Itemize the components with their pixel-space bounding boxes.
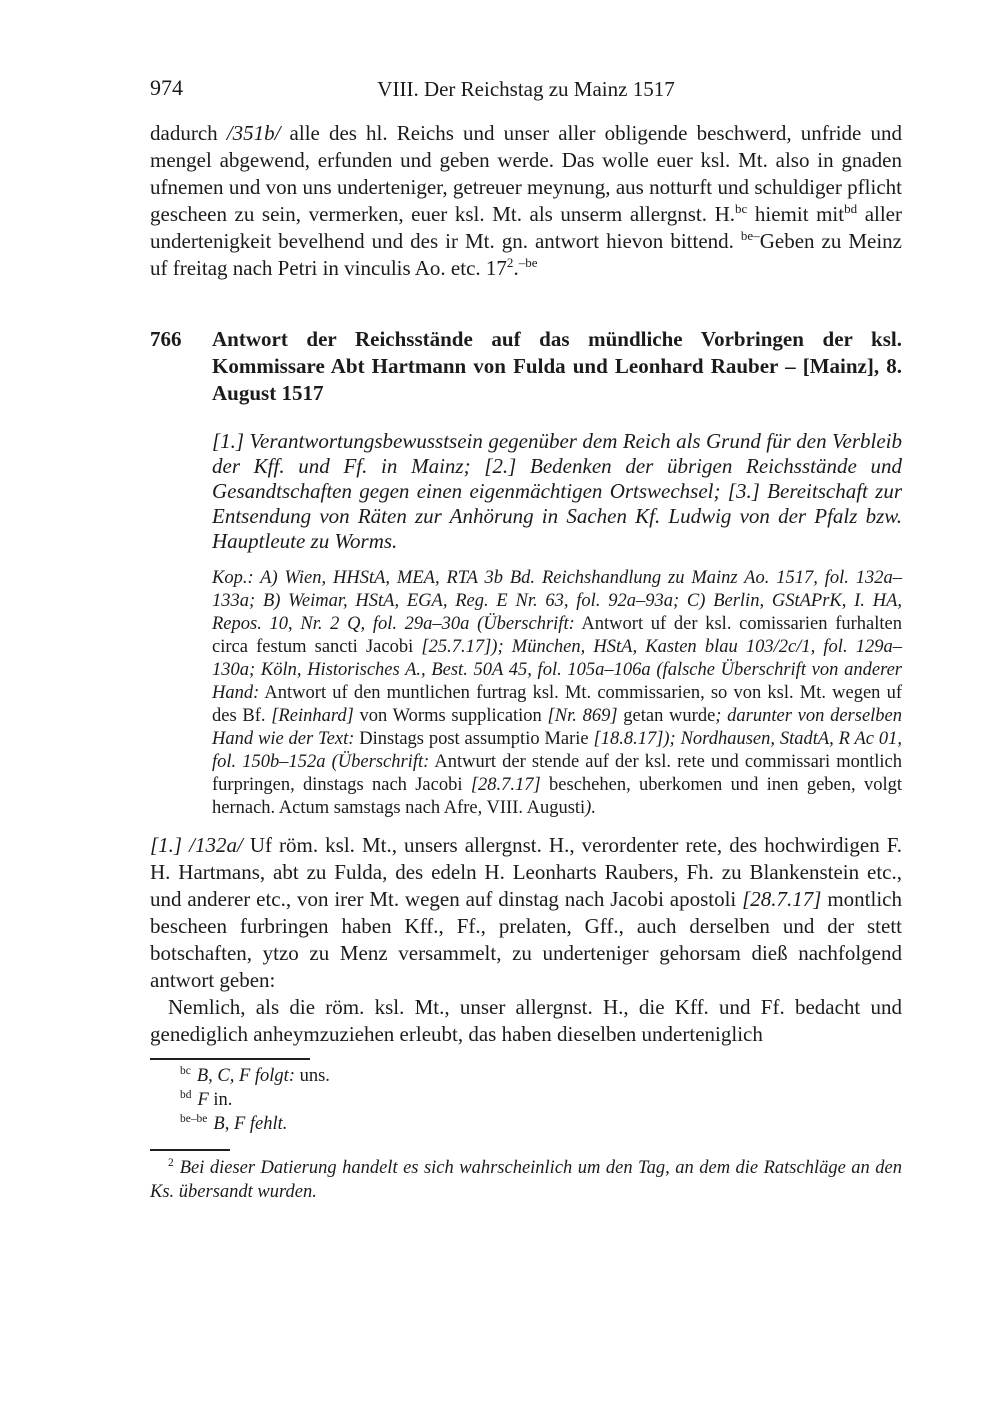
apparatus-footnotes xyxy=(150,1064,902,1136)
apparatus-entry-bd xyxy=(150,1088,902,1112)
body-paragraph-1: [1.] /132a/ Uf röm. ksl. Mt., unsers allergnst. H., verordenter rete, des hochwirdigen F. H. Hartmans, abt zu Fulda, des edeln H. Leonharts Raubers, Fh. zu Blankenstein etc., und anderer etc., von irer Mt. wegen auf dinstag nach Jacobi apostoli [28.7.17] montlich bescheen furbringen haben Kff., Ff., prelaten, Gff., auch derselben und der stett botschaften, ytzo zu Menz versammelt, zu underteniger gehorsam dieß nachfolgend antwort geben: xyxy=(150,833,902,992)
apparatus-divider xyxy=(150,1058,310,1060)
apparatus-label-bebe: be–be xyxy=(180,1112,208,1125)
body-paragraph-2: Nemlich, als die röm. ksl. Mt., unser allergnst. H., die Kff. und Ff. bedacht und genediglich anheymzuziehen erleubt, das haben dieselben underteniglich xyxy=(150,995,902,1046)
entry-heading xyxy=(150,326,902,407)
apparatus-text-bc: B, C, F folgt: uns. xyxy=(196,1066,330,1086)
apparatus-entry-bebe xyxy=(150,1112,902,1136)
footnote-text: Bei dieser Datierung handelt es sich wahrscheinlich um den Tag, an dem die Ratschläge an den Ks. übersandt wurden. xyxy=(150,1158,902,1202)
page-number: 974 xyxy=(150,75,183,100)
apparatus-label-bc: bc xyxy=(180,1064,191,1077)
source-note: Kop.: A) Wien, HHStA, MEA, RTA 3b Bd. Reichshandlung zu Mainz Ao. 1517, fol. 132a–133a; B) Weimar, HStA, EGA, Reg. E Nr. 63, fol. 92a–93a; C) Berlin, GStAPrK, I. HA, Repos. 10, Nr. 2 Q, fol. 29a–30a (Überschrift: Antwort uf der ksl. comissarien furhalten circa festum sancti Jacobi [25.7.17]); München, HStA, Kasten blau 103/2c/1, fol. 129a–130a; Köln, Historisches A., Best. 50A 45, fol. 105a–106a (falsche Überschrift von anderer Hand: Antwort uf den muntlichen furtrag ksl. Mt. commissarien, so von ksl. Mt. wegen uf des Bf. [Reinhard] von Worms supplication [Nr. 869] getan wurde; darunter von derselben Hand wie der Text: Dinstags post assumptio Marie [18.8.17]); Nordhausen, StadtA, R Ac 01, fol. 150b–152a (Überschrift: Antwurt der stende auf der ksl. rete und commissari montlich furpringen, dinstags nach Jacobi [28.7.17] beschehen, uberkomen und inen geben, volgt hernach. Actum samstags nach Afre, VIII. Augusti). xyxy=(212,568,903,818)
footnote-divider xyxy=(150,1149,230,1151)
apparatus-label-bd: bd xyxy=(180,1088,192,1101)
continuation-paragraph: dadurch /351b/ alle des hl. Reichs und unser aller obligende beschwerd, unfride und mengel abgewend, erfunden und geben werde. Das wolle euer ksl. Mt. also in gnaden ufnemen und von uns underteniger, getreuer meynung, aus notturft und schuldiger pflicht gescheen zu sein, vermerken, euer ksl. Mt. als unserm allergnst. H.$^{bc}$ hiemit mit$^{bd}$ aller undertenigkeit bevelhend und des ir Mt. gn. antwort hievon bittend. $^{be-}$Geben zu Meinz uf freitag nach Petri in vinculis Ao. etc. $17^2.^{-be}$ xyxy=(150,121,903,280)
running-title: VIII. Der Reichstag zu Mainz 1517 xyxy=(377,77,675,101)
footnote-number: 2 xyxy=(168,1156,174,1169)
apparatus-text-bd: F in. xyxy=(197,1090,233,1110)
entry-title: Antwort der Reichsstände auf das mündliche Vorbringen der ksl. Kommissare Abt Hartmann von Fulda und Leonhard Rauber – [Mainz], 8. August 1517 xyxy=(212,327,902,405)
entry-summary: [1.] Verantwortungsbewusstsein gegenüber dem Reich als Grund für den Verbleib der Kff. und Ff. in Mainz; [2.] Bedenken der übrigen Reichsstände und Gesandtschaften gegen einen eigenmächtigen Ortswechsel; [3.] Bereitschaft zur Entsendung von Räten zur Anhörung in Sachen Kf. Ludwig von der Pfalz bzw. Hauptleute zu Worms. xyxy=(212,429,902,553)
entry-number: 766 xyxy=(150,327,182,351)
apparatus-text-bebe: B, F fehlt. xyxy=(213,1114,288,1134)
footnote-2 xyxy=(150,1156,902,1204)
running-header xyxy=(150,76,902,102)
apparatus-entry-bc xyxy=(150,1064,902,1088)
